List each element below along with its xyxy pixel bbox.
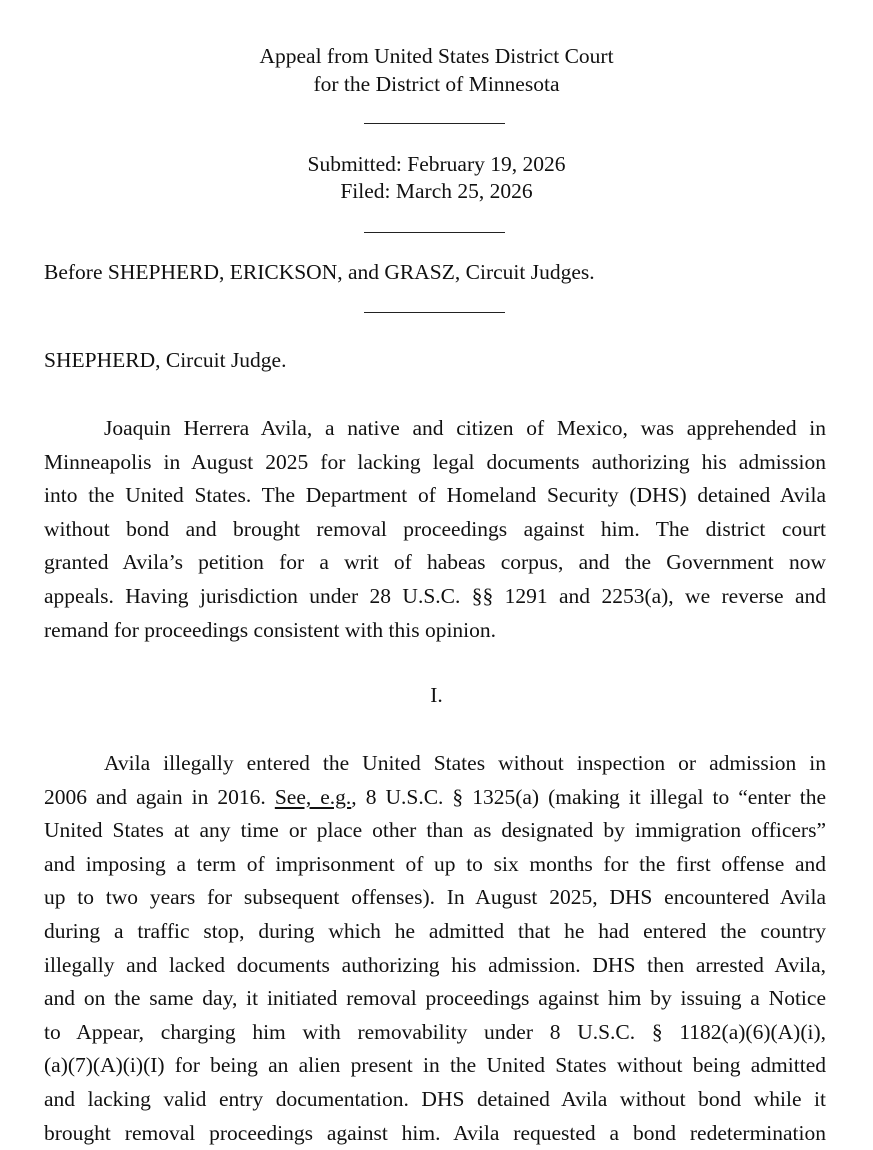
submitted-date: Submitted: February 19, 2026 bbox=[307, 152, 566, 176]
divider-rule bbox=[364, 232, 505, 233]
paragraph-line: Minneapolis in August 2025 for lacking legal documents authorizing his admission bbox=[44, 449, 826, 474]
paragraph-line: without bond and brought removal proceedings against him. The district court bbox=[44, 516, 826, 541]
paragraph-line: during a traffic stop, during which he admitted that he had entered the country bbox=[44, 918, 826, 943]
paragraph-line: illegally and lacked documents authorizing his admission. DHS then arrested Avila, bbox=[44, 952, 826, 977]
citation-text: , 8 U.S.C. § 1325(a) (making it illegal to “enter the bbox=[351, 784, 827, 809]
paragraph-line: remand for proceedings consistent with this opinion. bbox=[44, 617, 497, 642]
paragraph-line: Joaquin Herrera Avila, a native and citizen of Mexico, was apprehended in bbox=[104, 416, 826, 440]
filed-date: Filed: March 25, 2026 bbox=[340, 179, 533, 203]
paragraph-line: Avila illegally entered the United States without inspection or admission in bbox=[104, 751, 826, 775]
paragraph-line: United States at any time or place other than as designated by immigration officers” bbox=[44, 818, 826, 843]
paragraph-line: (a)(7)(A)(i)(I) for being an alien present in the United States without being admitted bbox=[44, 1053, 826, 1078]
paragraph-line: and on the same day, it initiated removal proceedings against him by issuing a Notice bbox=[44, 986, 826, 1011]
paragraph-line: appeals. Having jurisdiction under 28 U.S.C. §§ 1291 and 2253(a), we reverse and bbox=[44, 583, 826, 608]
opinion-author: SHEPHERD, Circuit Judge. bbox=[44, 348, 287, 372]
panel-judges: Before SHEPHERD, ERICKSON, and GRASZ, Circuit Judges. bbox=[44, 260, 595, 284]
paragraph-line: brought removal proceedings against him. Avila requested a bond redetermination bbox=[44, 1120, 826, 1145]
paragraph-line: into the United States. The Department of Homeland Security (DHS) detained Avila bbox=[44, 483, 826, 508]
section-heading: I. bbox=[430, 683, 443, 707]
divider-rule bbox=[364, 312, 505, 313]
paragraph-line: up to two years for subsequent offenses). In August 2025, DHS encountered Avila bbox=[44, 885, 826, 910]
paragraph-line: and imposing a term of imprisonment of up to six months for the first offense and bbox=[44, 851, 826, 876]
paragraph-line: granted Avila’s petition for a writ of habeas corpus, and the Government now bbox=[44, 550, 826, 575]
appeal-district-line: for the District of Minnesota bbox=[313, 72, 560, 96]
paragraph-line: to Appear, charging him with removability under 8 U.S.C. § 1182(a)(6)(A)(i), bbox=[44, 1019, 826, 1044]
divider-rule bbox=[364, 123, 505, 124]
paragraph-line-with-citation bbox=[44, 781, 826, 815]
intro-paragraph bbox=[44, 412, 826, 647]
appeal-court-line: Appeal from United States District Court bbox=[259, 44, 614, 68]
paragraph-line: and lacking valid entry documentation. DHS detained Avila without bond while it bbox=[44, 1086, 826, 1111]
citation-lead-text: 2006 and again in 2016. bbox=[44, 784, 275, 809]
section-paragraph bbox=[44, 747, 826, 1150]
citation-signal: See, e.g. bbox=[274, 784, 352, 809]
